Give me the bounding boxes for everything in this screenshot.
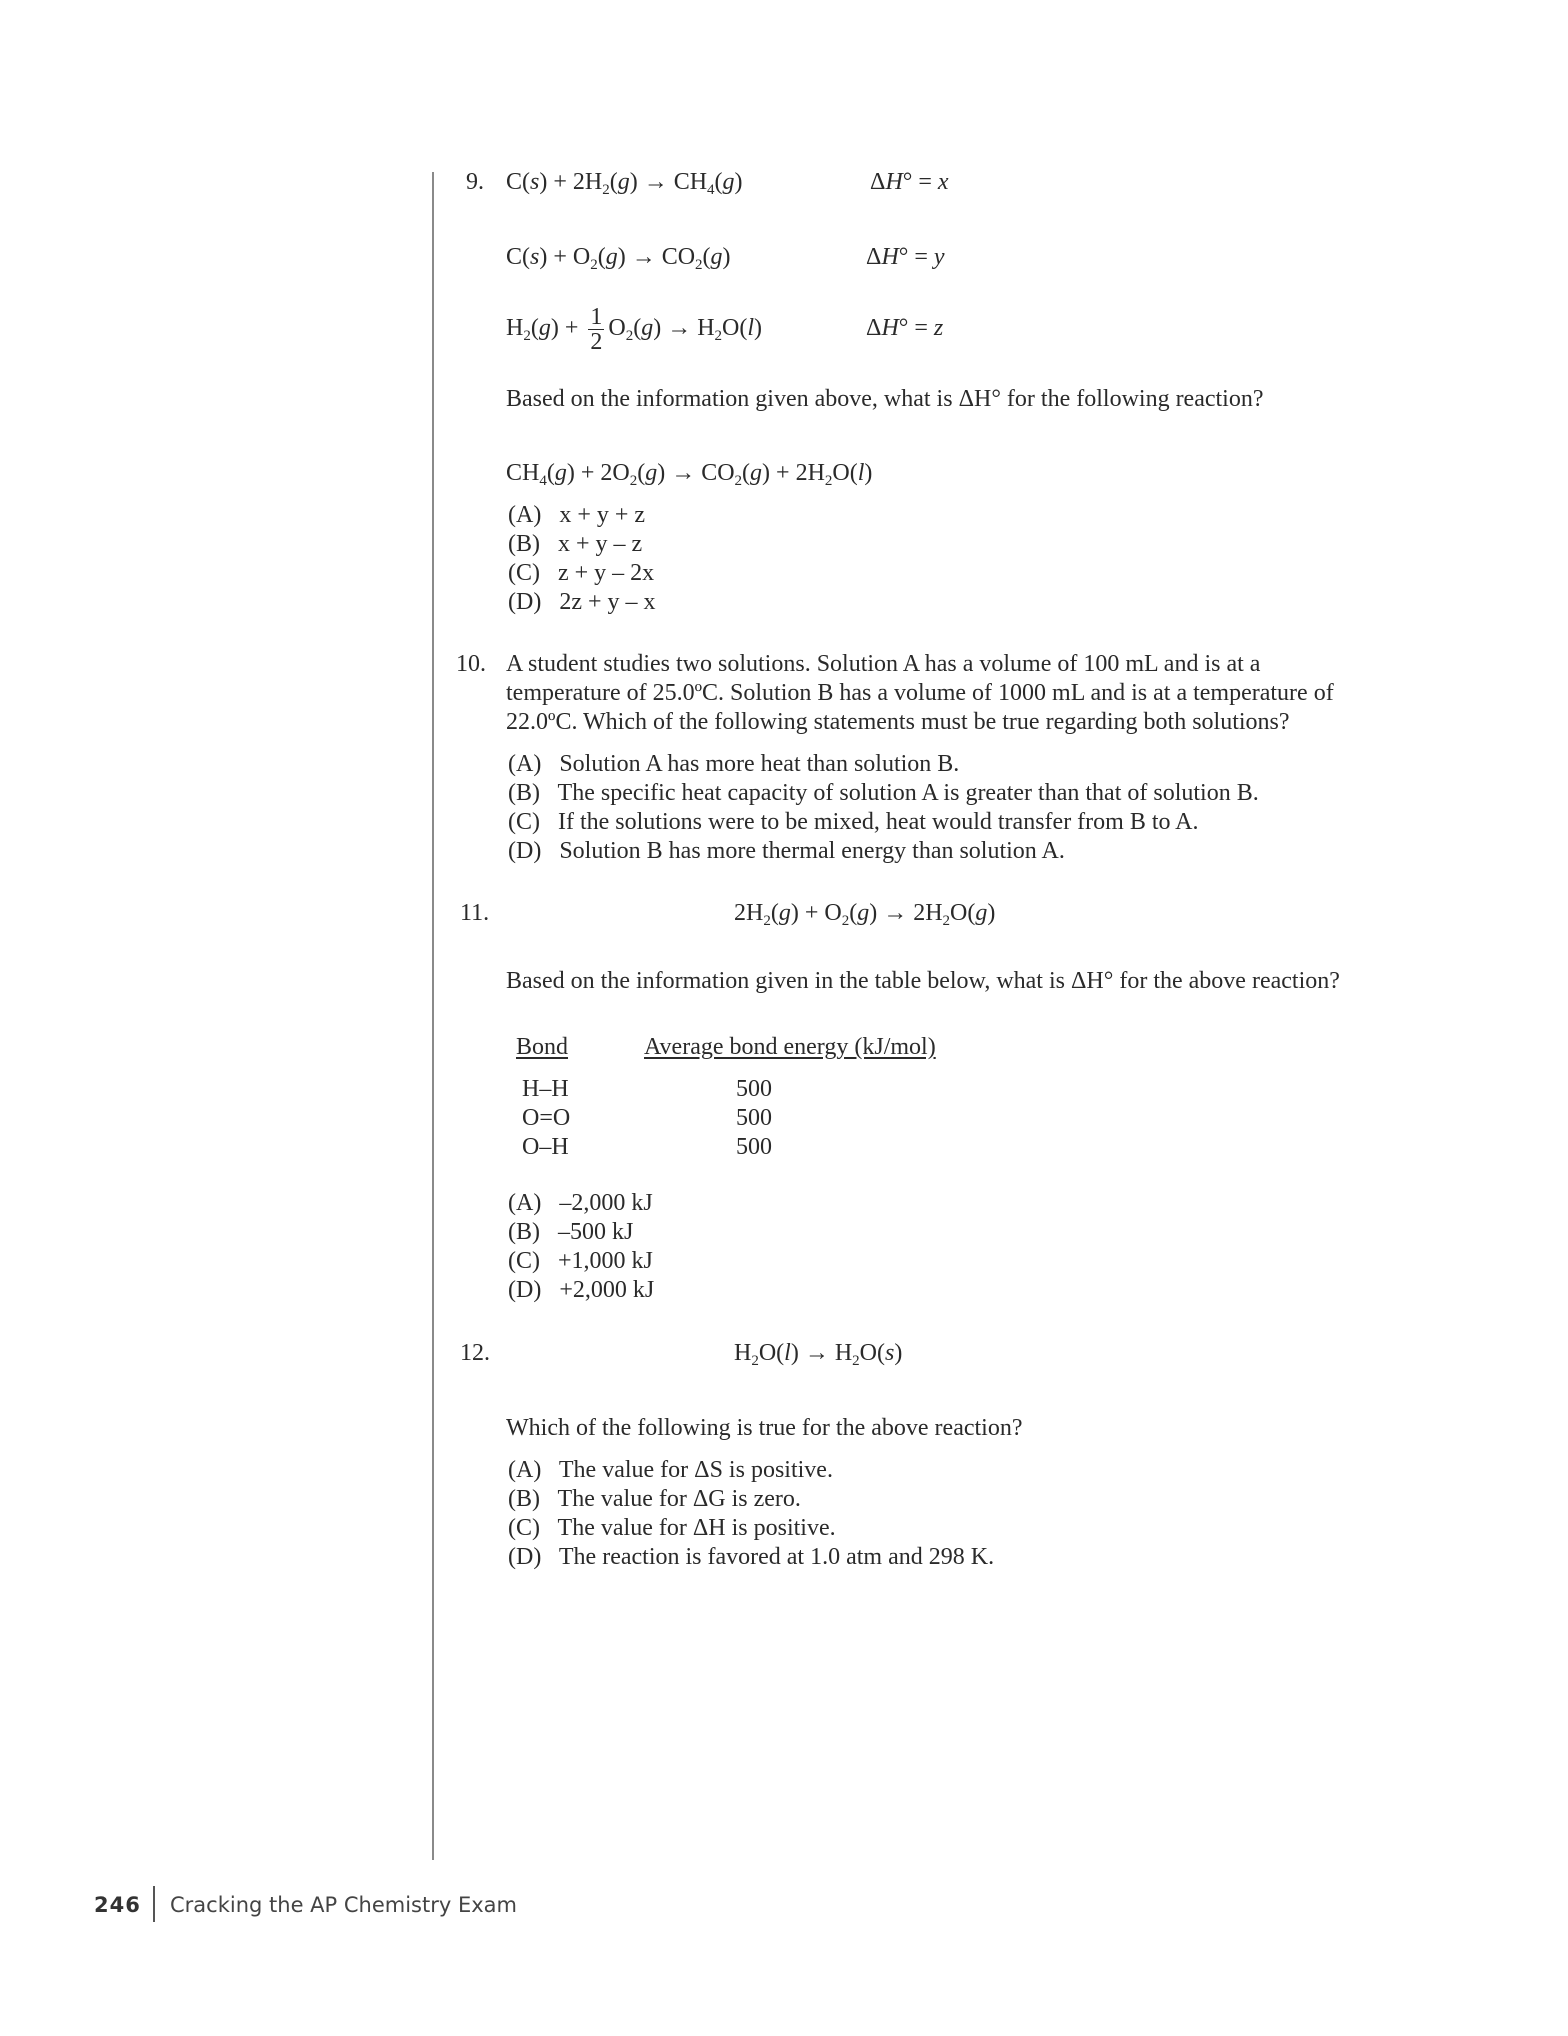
q11-stem: Based on the information given in the table below, what is ΔH° for the above reaction? bbox=[506, 968, 1340, 994]
q9-enthalpy-z: ΔH° = z bbox=[866, 315, 944, 341]
q12-choice-d[interactable]: (D) The reaction is favored at 1.0 atm and 298 K. bbox=[508, 1544, 995, 1570]
q12-number: 12. bbox=[460, 1340, 490, 1366]
page-number: 246 bbox=[94, 1893, 141, 1917]
q12-stem: Which of the following is true for the above reaction? bbox=[506, 1415, 1023, 1441]
q10-choice-c[interactable]: (C) If the solutions were to be mixed, heat would transfer from B to A. bbox=[508, 809, 1199, 835]
q9-equation-1: $C(s) + 2H_2(g) \to CH_4(g)$ bbox=[506, 169, 743, 198]
q10-choice-b[interactable]: (B) The specific heat capacity of solution A is greater than that of solution B. bbox=[508, 780, 1259, 806]
q10-choice-a[interactable]: (A) Solution A has more heat than solution B. bbox=[508, 751, 960, 777]
q10-stem-line-2: temperature of 25.0ºC. Solution B has a volume of 1000 mL and is at a temperature of bbox=[506, 680, 1334, 706]
q9-choice-d[interactable]: (D) 2z + y – x bbox=[508, 589, 656, 615]
table-energy-oo: 500 bbox=[736, 1105, 772, 1131]
book-title: Cracking the AP Chemistry Exam bbox=[170, 1893, 517, 1917]
table-bond-oh: O–H bbox=[522, 1134, 569, 1160]
q9-number: 9. bbox=[466, 169, 484, 195]
q9-equation-2: $C(s) + O_2(g) \to CO_2(g)$ bbox=[506, 244, 731, 273]
table-energy-oh: 500 bbox=[736, 1134, 772, 1160]
table-bond-oo: O=O bbox=[522, 1105, 571, 1131]
q10-stem-line-3: 22.0ºC. Which of the following statements must be true regarding both solutions? bbox=[506, 709, 1290, 735]
q10-stem-line-1: A student studies two solutions. Solution A has a volume of 100 mL and is at a bbox=[506, 651, 1261, 677]
q12-choice-a[interactable]: (A) The value for ΔS is positive. bbox=[508, 1457, 833, 1483]
table-header-bond: Bond bbox=[516, 1034, 569, 1060]
table-header-energy: Average bond energy (kJ/mol) bbox=[644, 1034, 936, 1060]
q12-equation: $H_2O(l) \to H_2O(s)$ bbox=[734, 1340, 903, 1369]
q9-choice-b[interactable]: (B) x + y – z bbox=[508, 531, 643, 557]
footer-divider bbox=[153, 1886, 155, 1922]
q9-choice-a[interactable]: (A) x + y + z bbox=[508, 502, 646, 528]
q11-choice-c[interactable]: (C) +1,000 kJ bbox=[508, 1248, 653, 1274]
q12-choice-b[interactable]: (B) The value for ΔG is zero. bbox=[508, 1486, 801, 1512]
q10-choice-d[interactable]: (D) Solution B has more thermal energy than solution A. bbox=[508, 838, 1065, 864]
q9-target-equation: $CH_4(g) + 2O_2(g) \to CO_2(g) + 2H_2O(l)$ bbox=[506, 460, 873, 489]
margin-rule bbox=[432, 172, 434, 1860]
table-energy-hh: 500 bbox=[736, 1076, 772, 1102]
q9-enthalpy-x: ΔH° = x bbox=[870, 169, 949, 195]
q9-stem: Based on the information given above, what is ΔH° for the following reaction? bbox=[506, 386, 1264, 412]
one-half-fraction: $\frac{1}{2}$ bbox=[590, 303, 603, 355]
q11-equation: $2H_2(g) + O_2(g) \to 2H_2O(g)$ bbox=[734, 900, 996, 929]
q9-enthalpy-y: ΔH° = y bbox=[866, 244, 945, 270]
table-bond-hh: H–H bbox=[522, 1076, 569, 1102]
q9-choice-c[interactable]: (C) z + y – 2x bbox=[508, 560, 655, 586]
q11-choice-d[interactable]: (D) +2,000 kJ bbox=[508, 1277, 655, 1303]
q10-number: 10. bbox=[456, 651, 486, 677]
q11-choice-a[interactable]: (A) –2,000 kJ bbox=[508, 1190, 653, 1216]
q11-choice-b[interactable]: (B) –500 kJ bbox=[508, 1219, 634, 1245]
q12-choice-c[interactable]: (C) The value for ΔH is positive. bbox=[508, 1515, 836, 1541]
q11-number: 11. bbox=[460, 900, 490, 926]
q9-equation-3: $H_2(g)$ + $\frac{1}{2}$ $O_2(g) \to H_2O(l)$ bbox=[506, 303, 763, 355]
